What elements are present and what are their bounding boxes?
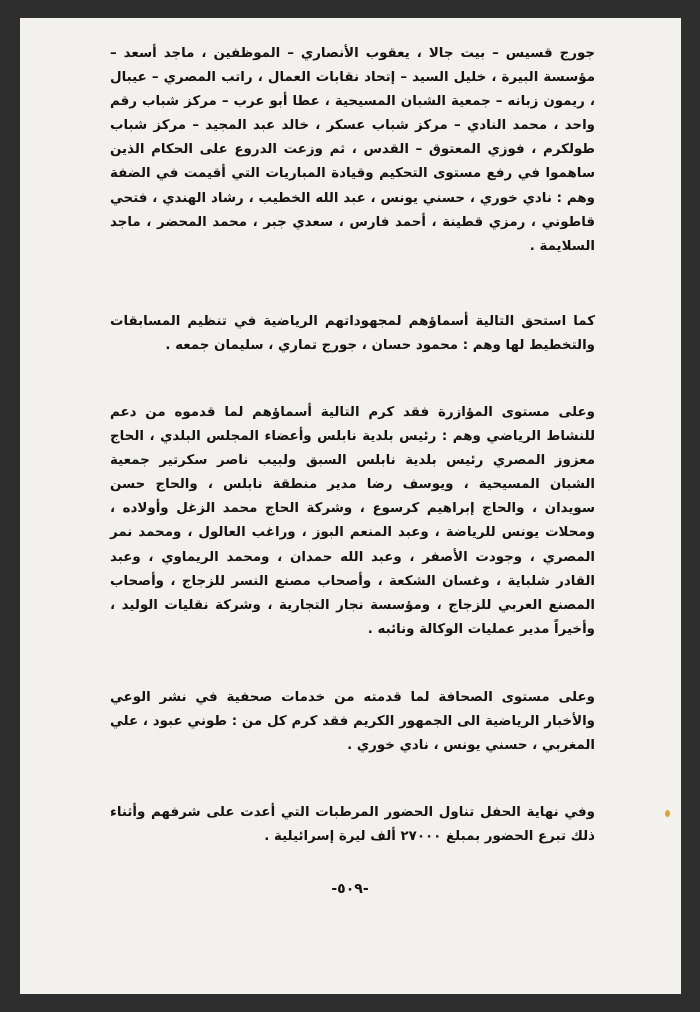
margin-mark <box>665 810 670 817</box>
paragraph-closing: وفي نهاية الحفل تناول الحضور المرطبات التي أعدت على شرفهم وأثناء ذلك تبرع الحضور بمبلغ ٢٧٠٠٠ ألف ليرة إسرائيلية . <box>110 805 595 845</box>
paragraph-supporters: وعلى مستوى المؤازرة فقد كرم التالية أسماؤهم لما قدموه من دعم للنشاط الرياضي وهم : رئيس بلدية نابلس وأعضاء المجلس البلدي ، الحاج معزوز المصري رئيس بلدية نابلس السبق ولبيب ناصر سكرتير جمعية الشبان المسيحية ، ويوسف رضا مدير منطقة نابلس ، والحاج حسن سويدان ، والحاج إبراهيم كرسوع ، وشركة الحاج محمد الزغل وأولاده ، ومحلات يونس للرياضة ، وعبد المنعم البوز ، وراغب العالول ، ومحمد نمر المصري ، وجودت الأصفر ، وعبد الله حمدان ، ومحمد الريماوي ، وعبد القادر شلباية ، وغسان الشكعة ، وأصحاب مصنع النسر للزجاج ، وأصحاب المصنع العربي للزجاج ، ومؤسسة نجار التجارية ، وشركة نقليات الوليد ، وأخيراً مدير عمليات الوكالة ونائبه . <box>110 405 595 637</box>
paragraph-press: وعلى مستوى الصحافة لما قدمته من خدمات صحفية في نشر الوعي والأخبار الرياضية الى الجمهور الكريم فقد كرم كل من : طوني عبود ، علي المغربي ، حسني يونس ، نادي خوري . <box>110 690 595 754</box>
page-number: -٥٠٩- <box>331 881 369 897</box>
paragraph-organizers: كما استحق التالية أسماؤهم لمجهوداتهم الرياضية في تنظيم المسابقات والتخطيط لها وهم : محمود حسان ، جورج تماري ، سليمان جمعه . <box>110 314 595 354</box>
paragraph-referees-awards: جورج قسيس – بيت جالا ، يعقوب الأنصاري – الموظفين ، ماجد أسعد – مؤسسة البيرة ، خليل السيد – إتحاد نقابات العمال ، راتب المصري – عيبال ، ريمون زبانه – جمعية الشبان المسيحية ، عطا أبو عرب – مركز شباب رقم واحد ، محمد النادي – مركز شباب عسكر ، خالد عبد المجيد – مركز شباب طولكرم ، فوزي المعتوق – القدس ، ثم وزعت الدروع على الحكام الذين ساهموا في رفع مستوى التحكيم وقيادة المباريات التي أقيمت في الضفة وهم : نادي خوري ، حسني يونس ، عبد الله الخطيب ، رشاد الهندي ، فتحي قاطوني ، رمزي قطينة ، أحمد فارس ، سعدي جبر ، محمد المحضر ، ماجد السلايمة . <box>110 46 595 254</box>
